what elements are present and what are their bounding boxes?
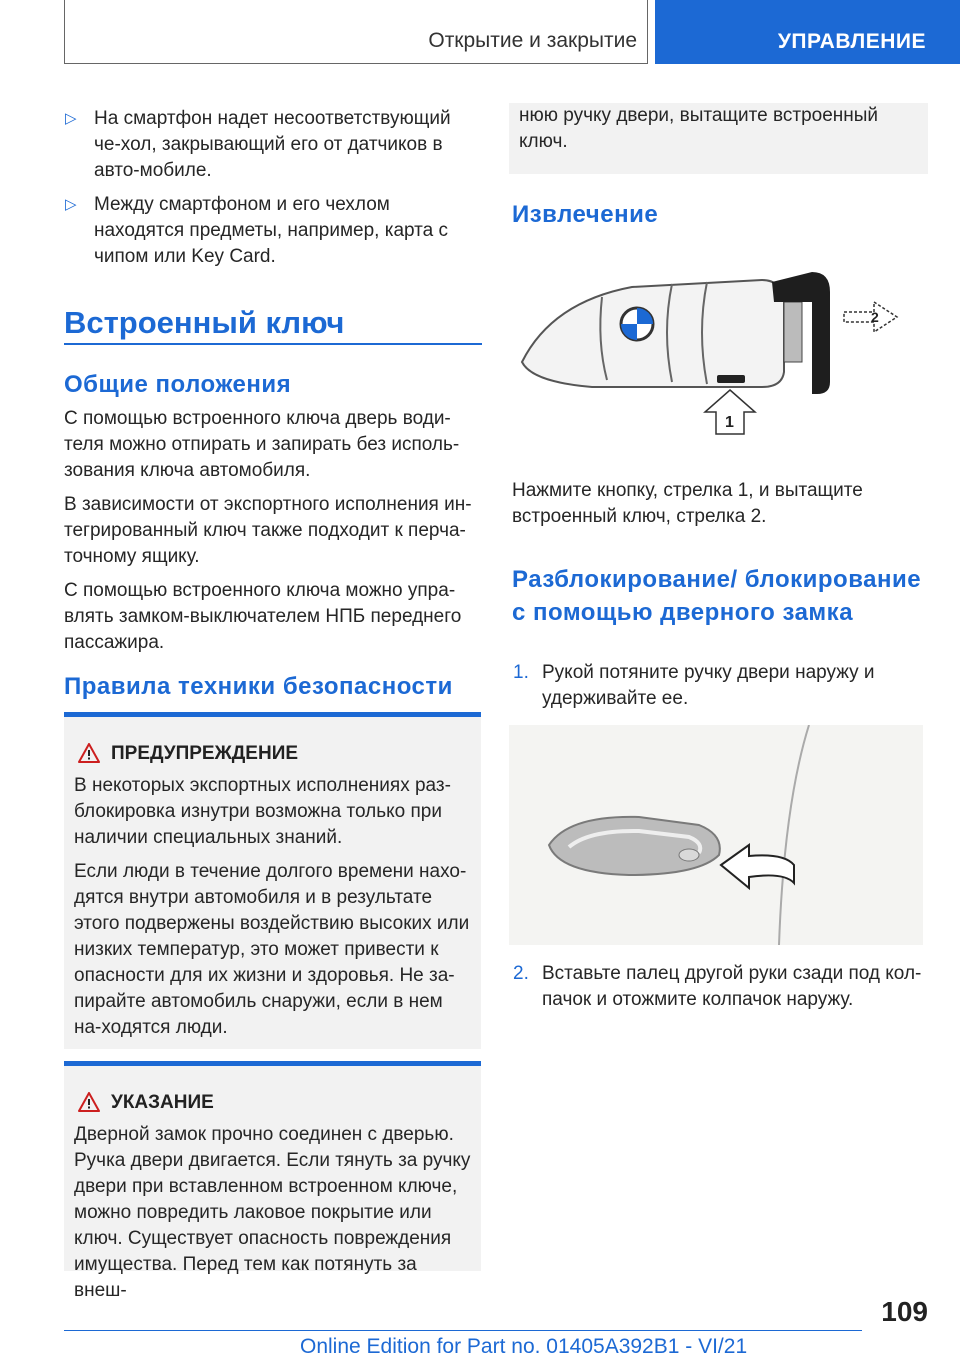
paragraph: В зависимости от экспортного исполнения ин-тегрированный ключ также подходит к перча-точному ящику. [64,494,472,567]
step-1: 1. Рукой потяните ручку двери наружу и удерживайте ее. [513,662,875,709]
arrow-label-1: 1 [725,414,734,431]
notice-continuation-text: нюю ручку двери, вытащите встроенный ключ. [519,105,879,152]
paragraph: Если люди в течение долгого времени нахо-дятся внутри автомобиля и в результате этого подвержены воздействию высоких или низких температур, это может привести к опасности для их жизни и здоровья. Не за-пирайте автомобиль снаружи, если в нем на-ходятся люди. [74,861,470,1038]
notice-title: УКАЗАНИЕ [111,1092,214,1113]
step-number: 1. [513,662,529,683]
edition-text: Online Edition for Part no. 01405A392B1 - VI/21 [300,1335,748,1358]
subheading-unlock: Разблокирование/ блокирование с помощью дверного замка [512,566,922,626]
left-column [64,106,482,278]
header-chapter-tab [655,0,960,64]
subheading-safety: Правила техники безопасности [64,673,453,700]
section-heading: Встроенный ключ [64,305,345,340]
notice-box [64,1061,481,1301]
page-number: 109 [881,1296,928,1327]
notice-continuation-box [509,103,928,174]
list-item: ▷ На смартфон надет несоответствующий че-хол, закрывающий его от датчиков в авто-мобиле. [65,108,451,181]
paragraph: С помощью встроенного ключа можно упра-влять замком-выключателем НПБ переднего пассажира. [64,580,462,653]
warning-text [74,773,474,1049]
paragraph: В некоторых экспортных исполнениях раз-блокировка изнутри возможна только при наличии специальных знаний. [74,775,451,848]
extract-text: Нажмите кнопку, стрелка 1, и вытащите встроенный ключ, стрелка 2. [512,480,863,527]
header-section-box [64,0,648,64]
footer-rule [64,1330,862,1331]
step-2: 2. Вставьте палец другой руки сзади под кол-пачок и отожмите колпачок наружу. [513,963,922,1010]
chapter-title: УПРАВЛЕНИЕ [777,30,926,53]
key-illustration [512,262,922,442]
list-item: ▷ Между смартфоном и его чехлом находятся предметы, например, карта с чипом или Key Card. [65,194,448,267]
warning-box [64,712,481,1049]
warning-icon [78,743,100,768]
arrow-label-2: 2 [871,309,879,325]
heading-rule [64,343,482,345]
section-title: Открытие и закрытие [428,29,637,52]
paragraph: С помощью встроенного ключа дверь води-теля можно отпирать и запирать без исполь-зования ключа автомобиля. [64,408,460,481]
subheading-extract: Извлечение [512,201,659,228]
triangle-bullet-icon: ▷ [65,196,77,213]
general-text [64,406,482,664]
notice-text: Дверной замок прочно соединен с дверью. Ручка двери двигается. Если тянуть за ручку двери при вставленном встроенном ключе, можно повредить лаковое покрытие или ключ. Существует опасность повреждения имущества. Перед тем как потянуть за внеш- [74,1124,471,1301]
subheading-general: Общие положения [64,371,292,398]
triangle-bullet-icon: ▷ [65,110,77,127]
notice-icon [78,1092,100,1117]
step-number: 2. [513,963,529,984]
door-handle-illustration [509,725,923,945]
warning-title: ПРЕДУПРЕЖДЕНИЕ [111,743,299,764]
